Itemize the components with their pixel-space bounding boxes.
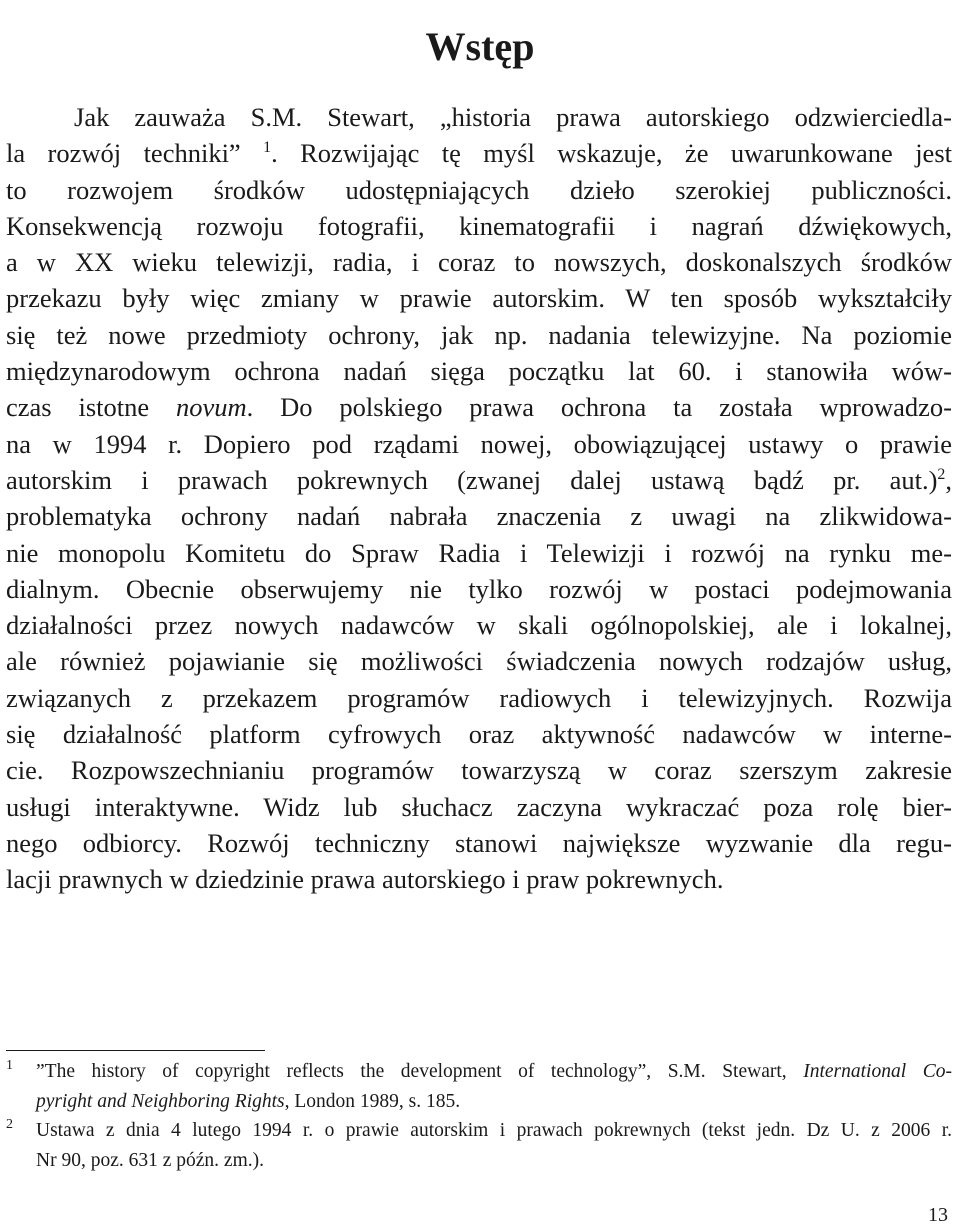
text-line (6, 861, 952, 897)
text-segment: novum (176, 392, 247, 423)
text-line (6, 680, 952, 716)
text-segment: lacji prawnych w dziedzinie prawa autorskiego i praw pokrewnych. (6, 864, 724, 895)
footnote-line (36, 1146, 952, 1176)
text-line (6, 462, 952, 498)
text-line (6, 172, 952, 208)
text-line (6, 135, 952, 171)
text-segment: . Do polskiego prawa ochrona ta została wprowadzo- (246, 392, 953, 423)
text-line (6, 244, 952, 280)
text-segment: nie monopolu Komitetu do Spraw Radia i Telewizji i rozwój na rynku me- (6, 537, 952, 568)
text-segment: ”The history of copyright reflects the development of technology”, S.M. Stewart, (36, 1061, 804, 1082)
text-segment: Nr 90, poz. 631 z późn. zm.). (36, 1149, 264, 1171)
text-line (6, 317, 952, 353)
footnote-reference: 2 (937, 466, 946, 484)
text-line (6, 353, 952, 389)
page-number: 13 (928, 1204, 948, 1226)
text-segment: usługi interaktywne. Widz lub słuchacz zaczyna wykraczać poza rolę bier- (6, 791, 952, 822)
footnote-line (36, 1116, 952, 1146)
text-segment: International Co- (803, 1061, 952, 1082)
footnote-line (36, 1087, 952, 1117)
text-segment: przekazu były więc zmiany w prawie autorskim. W ten sposób wykształciły (6, 283, 952, 314)
page-title: Wstęp (425, 23, 535, 69)
text-segment: la rozwój techniki” (6, 138, 264, 169)
text-line (6, 535, 952, 571)
main-paragraph (6, 99, 952, 898)
text-segment: , London 1989, s. 185. (284, 1090, 461, 1112)
text-segment: działalności przez nowych nadawców w skali ogólnopolskiej, ale i lokalnej, (6, 610, 952, 641)
text-segment: ale również pojawianie się możliwości świadczenia nowych rodzajów usług, (6, 646, 952, 677)
footnote-marker: 1 (6, 1058, 13, 1073)
text-line (6, 607, 952, 643)
text-segment: . Rozwijając tę myśl wskazuje, że uwarunkowane jest (271, 138, 952, 169)
text-segment: to rozwojem środków udostępniających dzieło szerokiej publiczności. (6, 174, 952, 205)
text-line (6, 426, 952, 462)
text-line (6, 389, 952, 425)
footnote-1 (6, 1057, 952, 1116)
text-segment: Ustawa z dnia 4 lutego 1994 r. o prawie autorskim i prawach pokrewnych (tekst jedn. Dz U. z 2006 r. (36, 1120, 952, 1141)
text-segment: , (945, 464, 952, 495)
text-segment: się też nowe przedmioty ochrony, jak np. nadania telewizyjne. Na poziomie (6, 319, 952, 350)
text-line (6, 752, 952, 788)
text-line (6, 789, 952, 825)
text-segment: Konsekwencją rozwoju fotografii, kinematografii i nagrań dźwiękowych, (6, 210, 952, 241)
text-line (6, 498, 952, 534)
text-segment: problematyka ochrony nadań nabrała znaczenia z uwagi na zlikwidowa- (6, 501, 952, 532)
text-line (6, 99, 952, 135)
footnote-separator (6, 1050, 265, 1051)
text-segment: a w XX wieku telewizji, radia, i coraz to nowszych, doskonalszych środków (6, 247, 952, 278)
text-segment: się działalność platform cyfrowych oraz aktywność nadawców w interne- (6, 719, 952, 750)
footnote-reference: 1 (263, 139, 272, 157)
text-line (6, 643, 952, 679)
footnote-marker: 2 (6, 1117, 13, 1132)
footnote-line (36, 1057, 952, 1087)
text-segment: międzynarodowym ochrona nadań sięga początku lat 60. i stanowiła wów- (6, 356, 952, 387)
text-segment: cie. Rozpowszechnianiu programów towarzyszą w coraz szerszym zakresie (6, 755, 952, 786)
text-segment: na w 1994 r. Dopiero pod rządami nowej, obowiązującej ustawy o prawie (6, 428, 952, 459)
text-line (6, 280, 952, 316)
text-line (6, 208, 952, 244)
text-segment: Jak zauważa S.M. Stewart, „historia prawa autorskiego odzwierciedla- (74, 102, 952, 132)
text-line (6, 571, 952, 607)
text-segment: nego odbiorcy. Rozwój techniczny stanowi największe wyzwanie dla regu- (6, 827, 952, 858)
footnote-2 (6, 1116, 952, 1175)
text-line (6, 825, 952, 861)
text-segment: autorskim i prawach pokrewnych (zwanej dalej ustawą bądź pr. aut.) (6, 464, 938, 495)
footnotes (6, 1057, 952, 1175)
text-segment: związanych z przekazem programów radiowych i telewizyjnych. Rozwija (6, 682, 952, 713)
text-line (6, 716, 952, 752)
text-segment: dialnym. Obecnie obserwujemy nie tylko rozwój w postaci podejmowania (6, 573, 952, 604)
text-segment: czas istotne (6, 392, 176, 423)
text-segment: pyright and Neighboring Rights (36, 1090, 285, 1112)
